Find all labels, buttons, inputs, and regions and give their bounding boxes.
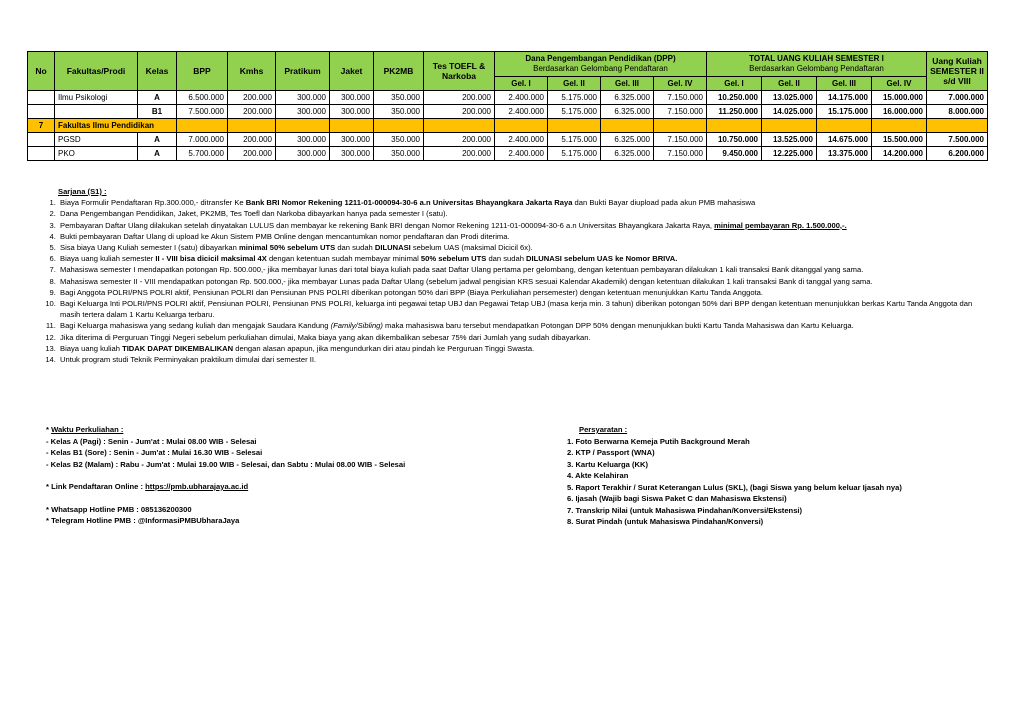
cell-total-gel-3: 15.175.000 xyxy=(817,105,872,119)
cell-uang-kuliah: 6.200.000 xyxy=(927,147,988,161)
note-text: Bagi Anggota POLRI/PNS POLRI aktif, Pensiunan POLRI dan Pensiunan PNS POLRI diberikan potongan 50% dari BPP (Biaya Perkuliahan persemester) dengan ketentuan menunjukkan Kartu Tanda Anggota. xyxy=(60,287,763,297)
cell-dpp-gel-3: 6.325.000 xyxy=(601,147,654,161)
table-row xyxy=(28,147,988,161)
header-total-gel-4: Gel. IV xyxy=(872,77,927,91)
note-text: Bagi Keluarga mahasiswa yang sedang kuliah dan mengajak Saudara Kandung xyxy=(60,321,331,331)
cell-empty xyxy=(927,119,988,133)
cell-total-gel-1: 10.250.000 xyxy=(707,91,762,105)
note-item xyxy=(58,220,994,231)
header-dpp-gel-3: Gel. III xyxy=(601,77,654,91)
note-text: Jika diterima di Perguruan Tinggi Negeri sebelum perkuliahan dimulai, Maka biaya yang akan dikembalikan sebesar 75% dari Jumlah yang sudah dibayarkan. xyxy=(60,332,591,342)
table-row xyxy=(28,133,988,147)
cell-dpp-gel-2: 5.175.000 xyxy=(548,147,601,161)
header-dpp-gel-2: Gel. II xyxy=(548,77,601,91)
cell-jaket: 300.000 xyxy=(330,91,374,105)
note-text: DILUNASI xyxy=(374,243,411,253)
header-total-gel-1: Gel. I xyxy=(707,77,762,91)
note-text: sebelum UAS (maksimal Dicicil 6x). xyxy=(410,243,533,253)
cell-dpp-gel-4: 7.150.000 xyxy=(654,133,707,147)
note-item xyxy=(58,242,994,253)
cell-dpp-gel-1: 2.400.000 xyxy=(495,105,548,119)
cell-bpp: 7.500.000 xyxy=(177,105,228,119)
note-text: Bagi Keluarga Inti POLRI/PNS POLRI aktif, Pensiunan POLRI, Pensiunan PNS POLRI, keluarga inti pegawai tetap UBJ dan Pegawai Tetap UBJ (masa kerja min. 3 tahun) diberikan potongan 50% dari BPP dengan ketentuan menunjukkan berkas Kartu Tanda Anggota dan masih tertera dalam 1 Kartu Keluarga terbaru. xyxy=(60,299,973,320)
note-text: dan sudah xyxy=(335,243,375,253)
cell-dpp-gel-3: 6.325.000 xyxy=(601,105,654,119)
cell-dpp-gel-2: 5.175.000 xyxy=(548,133,601,147)
cell-empty xyxy=(817,119,872,133)
schedule-title: * Waktu Perkuliahan : xyxy=(46,425,124,434)
cell-empty xyxy=(872,119,927,133)
header-dpp-sub: Berdasarkan Gelombang Pendaftaran xyxy=(533,64,668,73)
note-text: Bukti pembayaran Daftar Ulang di upload ke Akun Sistem PMB Online dengan mencantumkan nomor pendaftaran dan Prodi diterima. xyxy=(60,231,510,241)
notes-title: Sarjana (S1) : xyxy=(58,187,107,196)
cell-toefl: 200.000 xyxy=(424,147,495,161)
cell-dpp-gel-2: 5.175.000 xyxy=(548,105,601,119)
cell-total-gel-3: 13.375.000 xyxy=(817,147,872,161)
cell-prodi: Ilmu Psikologi xyxy=(55,91,138,105)
cell-prodi xyxy=(55,105,138,119)
requirements-section xyxy=(567,424,902,528)
cell-bpp: 5.700.000 xyxy=(177,147,228,161)
header-dpp xyxy=(495,52,707,77)
requirement-item: 1. Foto Berwarna Kemeja Putih Background Merah xyxy=(567,436,750,446)
header-dpp-gel-4: Gel. IV xyxy=(654,77,707,91)
cell-kmhs: 200.000 xyxy=(228,91,276,105)
requirements-title: Persyaratan : xyxy=(579,425,628,434)
note-text: Dana Pengembangan Pendidikan, Jaket, PK2MB, Tes Toefl dan Narkoba dibayarkan hanya pada semester I (satu). xyxy=(60,209,448,219)
requirement-item: 4. Akte Kelahiran xyxy=(567,471,629,480)
note-item xyxy=(58,332,994,343)
header-dpp-gel-1: Gel. I xyxy=(495,77,548,91)
cell-bpp: 7.000.000 xyxy=(177,133,228,147)
cell-dpp-gel-3: 6.325.000 xyxy=(601,133,654,147)
cell-no xyxy=(28,91,55,105)
note-text: Biaya Formulir Pendaftaran Rp.300.000,- ditransfer Ke xyxy=(60,198,246,208)
cell-no xyxy=(28,133,55,147)
cell-total-gel-1: 11.250.000 xyxy=(707,105,762,119)
cell-empty xyxy=(495,119,548,133)
cell-empty xyxy=(762,119,817,133)
cell-total-gel-2: 14.025.000 xyxy=(762,105,817,119)
requirement-item: 7. Transkrip Nilai (untuk Mahasiswa Pindahan/Konversi/Ekstensi) xyxy=(567,505,803,515)
note-text: maka mahasiswa baru tersebut mendapatkan Potongan DPP 50% dengan menunjukkan bukti Kartu Tanda Mahasiswa dan Kartu Keluarga. xyxy=(382,321,854,331)
header-toefl: Tes TOEFL & Narkoba xyxy=(424,52,495,91)
notes-section xyxy=(34,186,994,365)
header-total-sub: Berdasarkan Gelombang Pendaftaran xyxy=(749,64,884,73)
cell-jaket: 300.000 xyxy=(330,133,374,147)
note-item xyxy=(58,197,994,208)
cell-jaket: 300.000 xyxy=(330,105,374,119)
cell-kelas: A xyxy=(138,133,177,147)
cell-prodi: PGSD xyxy=(55,133,138,147)
cell-dpp-gel-4: 7.150.000 xyxy=(654,105,707,119)
cell-toefl: 200.000 xyxy=(424,133,495,147)
cell-kelas: A xyxy=(138,91,177,105)
requirement-item: 2. KTP / Passport (WNA) xyxy=(567,448,655,457)
header-total-title: TOTAL UANG KULIAH SEMESTER I xyxy=(749,54,884,63)
cell-total-gel-1: 10.750.000 xyxy=(707,133,762,147)
note-text: Biaya uang kuliah xyxy=(60,343,123,353)
cell-pratikum: 300.000 xyxy=(276,105,330,119)
header-total xyxy=(707,52,927,77)
note-item xyxy=(58,208,994,219)
cell-kelas: A xyxy=(138,147,177,161)
cell-uang-kuliah: 7.000.000 xyxy=(927,91,988,105)
cell-empty xyxy=(330,119,374,133)
cell-prodi: PKO xyxy=(55,147,138,161)
cell-empty xyxy=(177,119,228,133)
cell-faculty-name: Fakultas Ilmu Pendidikan xyxy=(55,119,177,133)
cell-kelas: B1 xyxy=(138,105,177,119)
note-text: Biaya uang kuliah semester xyxy=(60,254,156,264)
cell-toefl: 200.000 xyxy=(424,91,495,105)
cell-no xyxy=(28,105,55,119)
note-text: DILUNASI sebelum UAS ke Nomor BRIVA. xyxy=(526,254,678,264)
table-row xyxy=(28,91,988,105)
cell-total-gel-3: 14.675.000 xyxy=(817,133,872,147)
cell-no xyxy=(28,147,55,161)
note-item xyxy=(58,298,994,320)
cell-pratikum: 300.000 xyxy=(276,91,330,105)
header-total-gel-3: Gel. III xyxy=(817,77,872,91)
note-item xyxy=(58,354,994,365)
cell-total-gel-2: 13.025.000 xyxy=(762,91,817,105)
cell-total-gel-2: 12.225.000 xyxy=(762,147,817,161)
note-text: TIDAK DAPAT DIKEMBALIKAN xyxy=(122,343,234,353)
schedule-line-b1: - Kelas B1 (Sore) : Senin - Jum'at : Mulai 16.30 WIB - Selesai xyxy=(46,448,263,457)
cell-dpp-gel-1: 2.400.000 xyxy=(495,91,548,105)
cell-total-gel-4: 16.000.000 xyxy=(872,105,927,119)
note-text: dengan alasan apapun, jika mengundurkan diri atau pindah ke Perguruan Tinggi Swasta. xyxy=(233,343,535,353)
cell-pratikum: 300.000 xyxy=(276,133,330,147)
requirement-item: 6. Ijasah (Wajib bagi Siswa Paket C dan Mahasiswa Ekstensi) xyxy=(567,494,787,503)
note-text: Bank BRI Nomor Rekening 1211-01-000094-30-6 a.n Universitas Bhayangkara Jakarta Raya xyxy=(245,198,573,208)
header-pratikum: Pratikum xyxy=(276,52,330,91)
note-text: Pembayaran Daftar Ulang dilakukan setelah dinyatakan LULUS dan membayar ke rekening Bank BRI dengan Nomor Rekening 1211-01-000094-30-6 a.n Universitas Bhayangkara Jakarta Raya, xyxy=(60,220,715,230)
header-uang-kuliah: Uang Kuliah SEMESTER II s/d VIII xyxy=(927,52,988,91)
note-text: Untuk program studi Teknik Perminyakan praktikum dimulai dari semester II. xyxy=(60,355,317,365)
note-item xyxy=(58,264,994,275)
cell-dpp-gel-1: 2.400.000 xyxy=(495,133,548,147)
cell-total-gel-3: 14.175.000 xyxy=(817,91,872,105)
note-text: Sisa biaya Uang Kuliah semester I (satu) dibayarkan xyxy=(60,243,239,253)
cell-kmhs: 200.000 xyxy=(228,105,276,119)
faculty-row xyxy=(28,119,988,133)
note-text: (Family/Sibling) xyxy=(330,321,383,331)
header-dpp-title: Dana Pengembangan Pendidikan (DPP) xyxy=(525,54,676,63)
note-text: dan Bukti Bayar diupload pada akun PMB mahasiswa xyxy=(572,198,756,208)
note-item xyxy=(58,343,994,354)
cell-bpp: 6.500.000 xyxy=(177,91,228,105)
cell-empty xyxy=(654,119,707,133)
table-row xyxy=(28,105,988,119)
cell-dpp-gel-2: 5.175.000 xyxy=(548,91,601,105)
whatsapp-hotline: * Whatsapp Hotline PMB : 085136200300 xyxy=(46,504,192,514)
registration-link-row xyxy=(46,481,405,493)
note-text: Mahasiswa semester I mendapatkan potongan Rp. 500.000,- jika membayar lunas dari total biaya kuliah pada saat Daftar Ulang pertama per gelombang, dengan ketentuan pembayaran dilakukan 1 kali transaksi Bank ditanggal yang sama. xyxy=(60,265,864,275)
header-kmhs: Kmhs xyxy=(228,52,276,91)
header-no: No xyxy=(28,52,55,91)
cell-pk2mb: 350.000 xyxy=(374,91,424,105)
cell-kmhs: 200.000 xyxy=(228,147,276,161)
cell-empty xyxy=(707,119,762,133)
schedule-title-text: Waktu Perkuliahan : xyxy=(51,425,124,434)
header-total-gel-2: Gel. II xyxy=(762,77,817,91)
cell-no: 7 xyxy=(28,119,55,133)
note-text: minimal pembayaran Rp. 1.500.000,-. xyxy=(714,220,847,230)
cell-empty xyxy=(374,119,424,133)
registration-link-label: * Link Pendaftaran Online : xyxy=(46,482,146,491)
cell-dpp-gel-3: 6.325.000 xyxy=(601,91,654,105)
note-item xyxy=(58,320,994,331)
header-pk2mb: PK2MB xyxy=(374,52,424,91)
cell-empty xyxy=(424,119,495,133)
cell-dpp-gel-4: 7.150.000 xyxy=(654,91,707,105)
cell-total-gel-2: 13.525.000 xyxy=(762,133,817,147)
cell-pk2mb: 350.000 xyxy=(374,105,424,119)
cell-total-gel-1: 9.450.000 xyxy=(707,147,762,161)
schedule-line-a: - Kelas A (Pagi) : Senin - Jum'at : Mulai 08.00 WIB - Selesai xyxy=(46,436,257,446)
note-item xyxy=(58,253,994,264)
note-text: Mahasiswa semester II - VIII mendapatkan potongan Rp. 500.000,- jika membayar Lunas pada Daftar Ulang (sebelum jadwal pengisian KRS sesuai Kalendar Akademik) dengan ketentuan dilakukan 1 kali transaksi Bank di tanggal yang sama. xyxy=(60,276,873,286)
note-text: dan sudah xyxy=(486,254,527,264)
cell-pk2mb: 350.000 xyxy=(374,147,424,161)
telegram-hotline: * Telegram Hotline PMB : @InformasiPMBUbharaJaya xyxy=(46,516,240,525)
cell-dpp-gel-1: 2.400.000 xyxy=(495,147,548,161)
cell-empty xyxy=(601,119,654,133)
registration-link[interactable]: https://pmb.ubharajaya.ac.id xyxy=(145,482,249,491)
note-text: 50% sebelum UTS xyxy=(420,254,487,264)
cell-empty xyxy=(548,119,601,133)
cell-kmhs: 200.000 xyxy=(228,133,276,147)
cell-pk2mb: 350.000 xyxy=(374,133,424,147)
schedule-line-b2: - Kelas B2 (Malam) : Rabu - Jum'at : Mulai 19.00 WIB - Selesai, dan Sabtu : Mulai 08.00 WIB - Selesai xyxy=(46,459,406,469)
note-text: dengan ketentuan sudah membayar minimal xyxy=(266,254,421,264)
header-jaket: Jaket xyxy=(330,52,374,91)
note-item xyxy=(58,231,994,242)
cell-empty xyxy=(276,119,330,133)
header-fakultas: Fakultas/Prodi xyxy=(55,52,138,91)
fee-table xyxy=(27,51,988,161)
cell-pratikum: 300.000 xyxy=(276,147,330,161)
requirement-item: 3. Kartu Keluarga (KK) xyxy=(567,459,649,469)
cell-empty xyxy=(228,119,276,133)
cell-total-gel-4: 15.500.000 xyxy=(872,133,927,147)
requirement-item: 5. Raport Terakhir / Surat Keterangan Lulus (SKL), (bagi Siswa yang belum keluar Ijasah nya) xyxy=(567,482,902,492)
note-text: II - VIII bisa dicicil maksimal 4X xyxy=(155,254,267,264)
cell-jaket: 300.000 xyxy=(330,147,374,161)
cell-dpp-gel-4: 7.150.000 xyxy=(654,147,707,161)
note-text: minimal 50% sebelum UTS xyxy=(238,243,336,253)
cell-toefl: 200.000 xyxy=(424,105,495,119)
note-item xyxy=(58,276,994,287)
requirement-item: 8. Surat Pindah (untuk Mahasiswa Pindahan/Konversi) xyxy=(567,517,764,526)
cell-uang-kuliah: 7.500.000 xyxy=(927,133,988,147)
header-kelas: Kelas xyxy=(138,52,177,91)
cell-total-gel-4: 14.200.000 xyxy=(872,147,927,161)
schedule-section xyxy=(46,424,405,527)
cell-uang-kuliah: 8.000.000 xyxy=(927,105,988,119)
note-item xyxy=(58,287,994,298)
header-bpp: BPP xyxy=(177,52,228,91)
cell-total-gel-4: 15.000.000 xyxy=(872,91,927,105)
notes-list xyxy=(34,197,994,365)
